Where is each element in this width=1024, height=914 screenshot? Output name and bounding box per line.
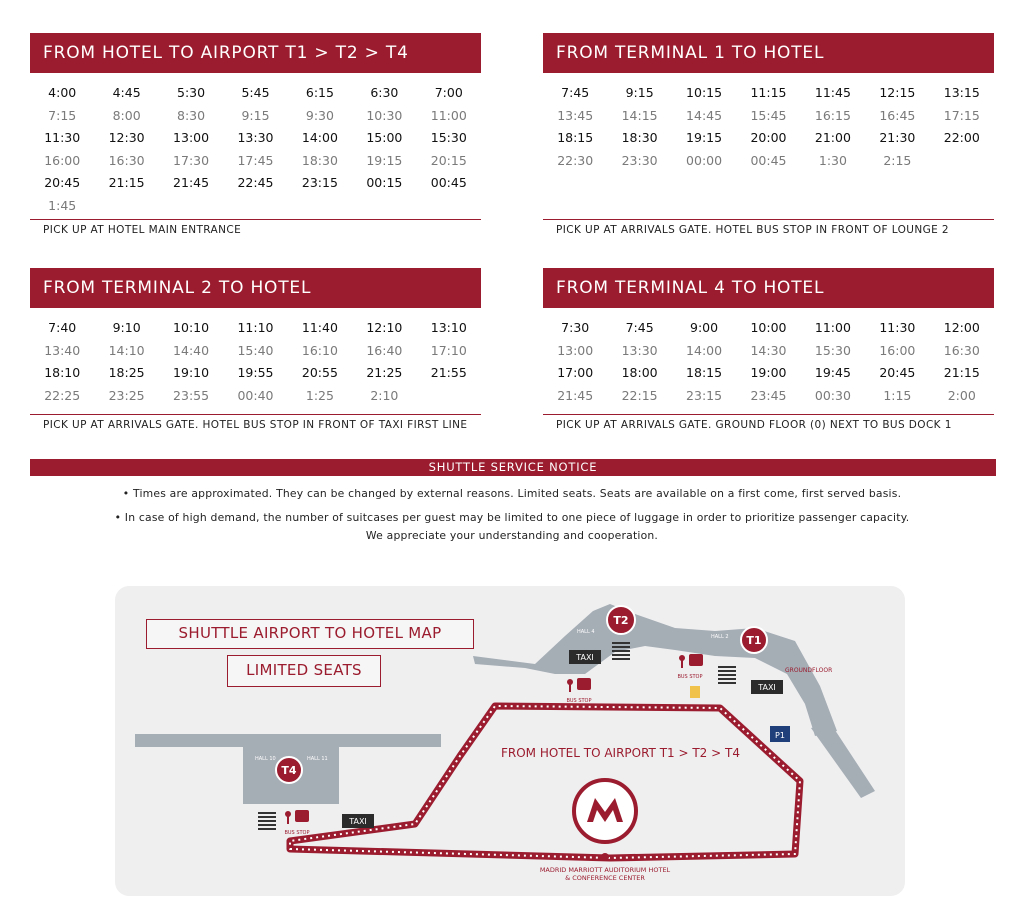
time-cell xyxy=(417,195,481,218)
time-cell: 1:30 xyxy=(818,152,847,168)
time-cell: 18:25 xyxy=(108,365,145,380)
time-cell: 20:00 xyxy=(750,130,787,145)
time-cell: 21:30 xyxy=(879,130,916,145)
time-cell: 17:00 xyxy=(557,365,594,380)
time-cell: 14:30 xyxy=(750,342,787,358)
parking-label: P1 xyxy=(775,731,785,740)
time-cell: 7:40 xyxy=(48,320,77,335)
divider xyxy=(30,219,481,220)
time-cell: 16:15 xyxy=(814,107,851,123)
map-title: SHUTTLE AIRPORT TO HOTEL MAP xyxy=(146,619,474,649)
time-cell: 9:15 xyxy=(241,107,270,123)
time-cell: 19:15 xyxy=(686,130,723,145)
time-cell: 16:30 xyxy=(943,342,980,358)
stairs-icon xyxy=(258,812,276,830)
t2-label: T2 xyxy=(613,614,629,627)
bus-stop-icon xyxy=(679,654,703,668)
time-cell: 17:45 xyxy=(237,152,274,168)
time-cell: 15:30 xyxy=(430,130,467,145)
time-cell: 11:40 xyxy=(301,320,338,335)
time-cell: 20:45 xyxy=(44,175,81,190)
time-cell: 10:30 xyxy=(366,107,403,123)
schedule-terminal4-to-hotel xyxy=(543,268,994,438)
time-cell: 7:45 xyxy=(625,320,654,335)
time-cell: 21:45 xyxy=(173,175,210,190)
bus-stop-icon xyxy=(567,678,591,692)
time-cell: 15:45 xyxy=(750,107,787,123)
time-cell: 11:10 xyxy=(237,320,274,335)
time-cell: 14:45 xyxy=(686,107,723,123)
time-cell: 17:10 xyxy=(430,342,467,358)
limited-seats-label: LIMITED SEATS xyxy=(227,655,381,687)
schedule-terminal2-to-hotel xyxy=(30,268,481,438)
taxi-label: TAXI xyxy=(576,653,594,662)
time-cell: 16:45 xyxy=(879,107,916,123)
time-cell: 5:30 xyxy=(177,85,206,100)
t1-label: T1 xyxy=(746,634,762,647)
taxi-label: TAXI xyxy=(349,817,367,826)
time-cell: 15:40 xyxy=(237,342,274,358)
time-cell: 21:45 xyxy=(557,387,594,403)
time-cell: 21:25 xyxy=(366,365,403,380)
time-cell: 2:10 xyxy=(370,387,399,403)
time-cell: 22:00 xyxy=(943,130,980,145)
hall4-label: HALL 4 xyxy=(577,629,595,635)
time-cell: 18:30 xyxy=(621,130,658,145)
time-cell: 19:15 xyxy=(366,152,403,168)
time-cell: 10:10 xyxy=(173,320,210,335)
time-cell: 18:15 xyxy=(686,365,723,380)
notice-line-3: We appreciate your understanding and cooperation. xyxy=(365,529,659,542)
hall11-label: HALL 11 xyxy=(307,756,328,762)
time-cell: 14:40 xyxy=(173,342,210,358)
t4-label: T4 xyxy=(281,764,297,777)
time-cell xyxy=(352,195,416,218)
notice-line-2: • In case of high demand, the number of suitcases per guest may be limited to one piece of luggage in order to prioritize passenger capacity. xyxy=(114,511,910,524)
time-cell xyxy=(288,195,352,218)
time-cell: 00:00 xyxy=(686,152,723,168)
time-cell: 21:55 xyxy=(430,365,467,380)
time-cell: 20:45 xyxy=(879,365,916,380)
time-cell: 11:00 xyxy=(430,107,467,123)
timetable-grid xyxy=(543,308,994,407)
time-cell: 22:25 xyxy=(44,387,81,403)
route-dots xyxy=(290,706,800,858)
time-cell: 21:15 xyxy=(108,175,145,190)
time-cell: 15:30 xyxy=(814,342,851,358)
time-cell xyxy=(930,150,994,173)
time-cell: 9:15 xyxy=(625,85,654,100)
time-cell: 13:00 xyxy=(557,342,594,358)
time-cell: 4:45 xyxy=(112,85,141,100)
time-cell: 13:40 xyxy=(44,342,81,358)
time-cell: 22:15 xyxy=(621,387,658,403)
time-cell: 14:10 xyxy=(108,342,145,358)
time-cell: 23:55 xyxy=(173,387,210,403)
route-label: FROM HOTEL TO AIRPORT T1 > T2 > T4 xyxy=(501,746,740,760)
timetable-grid xyxy=(30,308,481,407)
time-cell: 6:15 xyxy=(305,85,334,100)
time-cell: 23:25 xyxy=(108,387,145,403)
panel-title: FROM TERMINAL 4 TO HOTEL xyxy=(543,268,994,308)
time-cell: 7:00 xyxy=(434,85,463,100)
time-cell: 13:45 xyxy=(557,107,594,123)
marriott-logo-icon xyxy=(574,780,636,842)
time-cell: 11:30 xyxy=(879,320,916,335)
divider xyxy=(543,414,994,415)
time-cell: 13:15 xyxy=(943,85,980,100)
notice-title: SHUTTLE SERVICE NOTICE xyxy=(30,459,996,476)
time-cell: 12:00 xyxy=(943,320,980,335)
time-cell: 13:00 xyxy=(173,130,210,145)
time-cell: 22:45 xyxy=(237,175,274,190)
time-cell: 13:10 xyxy=(430,320,467,335)
time-cell: 12:15 xyxy=(879,85,916,100)
time-cell: 13:30 xyxy=(237,130,274,145)
time-cell: 5:45 xyxy=(241,85,270,100)
time-cell: 4:00 xyxy=(48,85,77,100)
time-cell: 1:15 xyxy=(883,387,912,403)
time-cell: 00:30 xyxy=(814,387,851,403)
hotel-stop-dot xyxy=(601,853,609,861)
time-cell: 18:00 xyxy=(621,365,658,380)
time-cell: 23:15 xyxy=(301,175,338,190)
time-cell: 00:15 xyxy=(366,175,403,190)
elevator-icon xyxy=(690,686,700,698)
time-cell: 23:15 xyxy=(686,387,723,403)
pickup-note: PICK UP AT HOTEL MAIN ENTRANCE xyxy=(43,224,242,236)
time-cell: 11:00 xyxy=(814,320,851,335)
pickup-note: PICK UP AT ARRIVALS GATE. HOTEL BUS STOP IN FRONT OF LOUNGE 2 xyxy=(556,224,950,236)
pickup-note: PICK UP AT ARRIVALS GATE. HOTEL BUS STOP IN FRONT OF TAXI FIRST LINE xyxy=(43,419,468,431)
time-cell: 13:30 xyxy=(621,342,658,358)
time-cell: 21:15 xyxy=(943,365,980,380)
time-cell: 12:10 xyxy=(366,320,403,335)
time-cell: 2:00 xyxy=(947,387,976,403)
divider xyxy=(543,219,994,220)
bus-stop-label: BUS STOP xyxy=(677,674,703,680)
divider xyxy=(30,414,481,415)
time-cell: 10:00 xyxy=(750,320,787,335)
time-cell: 00:45 xyxy=(430,175,467,190)
time-cell: 19:45 xyxy=(814,365,851,380)
panel-title: FROM TERMINAL 1 TO HOTEL xyxy=(543,33,994,73)
time-cell: 2:15 xyxy=(883,152,912,168)
schedule-hotel-to-airport xyxy=(30,33,481,236)
time-cell: 19:10 xyxy=(173,365,210,380)
bus-stop-label: BUS STOP xyxy=(284,830,310,836)
notice-line-1: • Times are approximated. They can be changed by external reasons. Limited seats. Seats are available on a first come, first served basis. xyxy=(122,487,902,500)
time-cell: 17:30 xyxy=(173,152,210,168)
time-cell: 17:15 xyxy=(943,107,980,123)
hall2-label: HALL 2 xyxy=(711,634,729,640)
time-cell xyxy=(417,385,481,408)
time-cell: 8:00 xyxy=(112,107,141,123)
time-cell: 20:55 xyxy=(301,365,338,380)
time-cell: 00:45 xyxy=(750,152,787,168)
time-cell: 1:45 xyxy=(48,197,77,213)
time-cell: 16:00 xyxy=(879,342,916,358)
groundfloor-label: GROUNDFLOOR xyxy=(785,667,833,674)
time-cell: 19:55 xyxy=(237,365,274,380)
time-cell: 9:00 xyxy=(690,320,719,335)
time-cell: 22:30 xyxy=(557,152,594,168)
terminal-t1-t2-building xyxy=(473,604,837,736)
stairs-icon xyxy=(718,666,736,684)
time-cell: 6:30 xyxy=(370,85,399,100)
time-cell: 14:15 xyxy=(621,107,658,123)
time-cell: 19:00 xyxy=(750,365,787,380)
panel-title: FROM TERMINAL 2 TO HOTEL xyxy=(30,268,481,308)
hotel-name-line-1: MADRID MARRIOTT AUDITORIUM HOTEL xyxy=(539,866,671,874)
time-cell: 8:30 xyxy=(177,107,206,123)
time-cell: 16:00 xyxy=(44,152,81,168)
time-cell xyxy=(94,195,158,218)
time-cell: 00:40 xyxy=(237,387,274,403)
time-cell: 23:45 xyxy=(750,387,787,403)
time-cell: 11:30 xyxy=(44,130,81,145)
time-cell: 10:15 xyxy=(686,85,723,100)
bus-stop-label: BUS STOP xyxy=(566,698,592,704)
terminal-pier xyxy=(811,724,875,798)
time-cell: 16:40 xyxy=(366,342,403,358)
pickup-note: PICK UP AT ARRIVALS GATE. GROUND FLOOR (0) NEXT TO BUS DOCK 1 xyxy=(556,419,952,431)
panel-title: FROM HOTEL TO AIRPORT T1 > T2 > T4 xyxy=(30,33,481,73)
time-cell: 9:30 xyxy=(305,107,334,123)
time-cell: 18:15 xyxy=(557,130,594,145)
time-cell: 16:30 xyxy=(108,152,145,168)
time-cell: 11:15 xyxy=(750,85,787,100)
route-line xyxy=(290,706,800,858)
time-cell xyxy=(159,195,223,218)
hall10-label: HALL 10 xyxy=(255,756,276,762)
hotel-name-line-2: & CONFERENCE CENTER xyxy=(565,874,645,882)
time-cell: 7:45 xyxy=(561,85,590,100)
time-cell: 9:10 xyxy=(112,320,141,335)
time-cell: 7:15 xyxy=(48,107,77,123)
time-cell: 7:30 xyxy=(561,320,590,335)
bus-stop-icon xyxy=(285,810,309,824)
time-cell: 18:30 xyxy=(301,152,338,168)
time-cell: 20:15 xyxy=(430,152,467,168)
time-cell: 14:00 xyxy=(686,342,723,358)
time-cell: 15:00 xyxy=(366,130,403,145)
time-cell: 18:10 xyxy=(44,365,81,380)
time-cell: 1:25 xyxy=(305,387,334,403)
airport-map xyxy=(115,586,905,896)
time-cell: 14:00 xyxy=(301,130,338,145)
time-cell: 23:30 xyxy=(621,152,658,168)
timetable-grid xyxy=(543,73,994,172)
time-cell: 16:10 xyxy=(301,342,338,358)
schedule-terminal1-to-hotel xyxy=(543,33,994,236)
time-cell: 21:00 xyxy=(814,130,851,145)
time-cell: 12:30 xyxy=(108,130,145,145)
timetable-grid xyxy=(30,73,481,217)
time-cell xyxy=(223,195,287,218)
taxi-label: TAXI xyxy=(758,683,776,692)
time-cell: 11:45 xyxy=(814,85,851,100)
